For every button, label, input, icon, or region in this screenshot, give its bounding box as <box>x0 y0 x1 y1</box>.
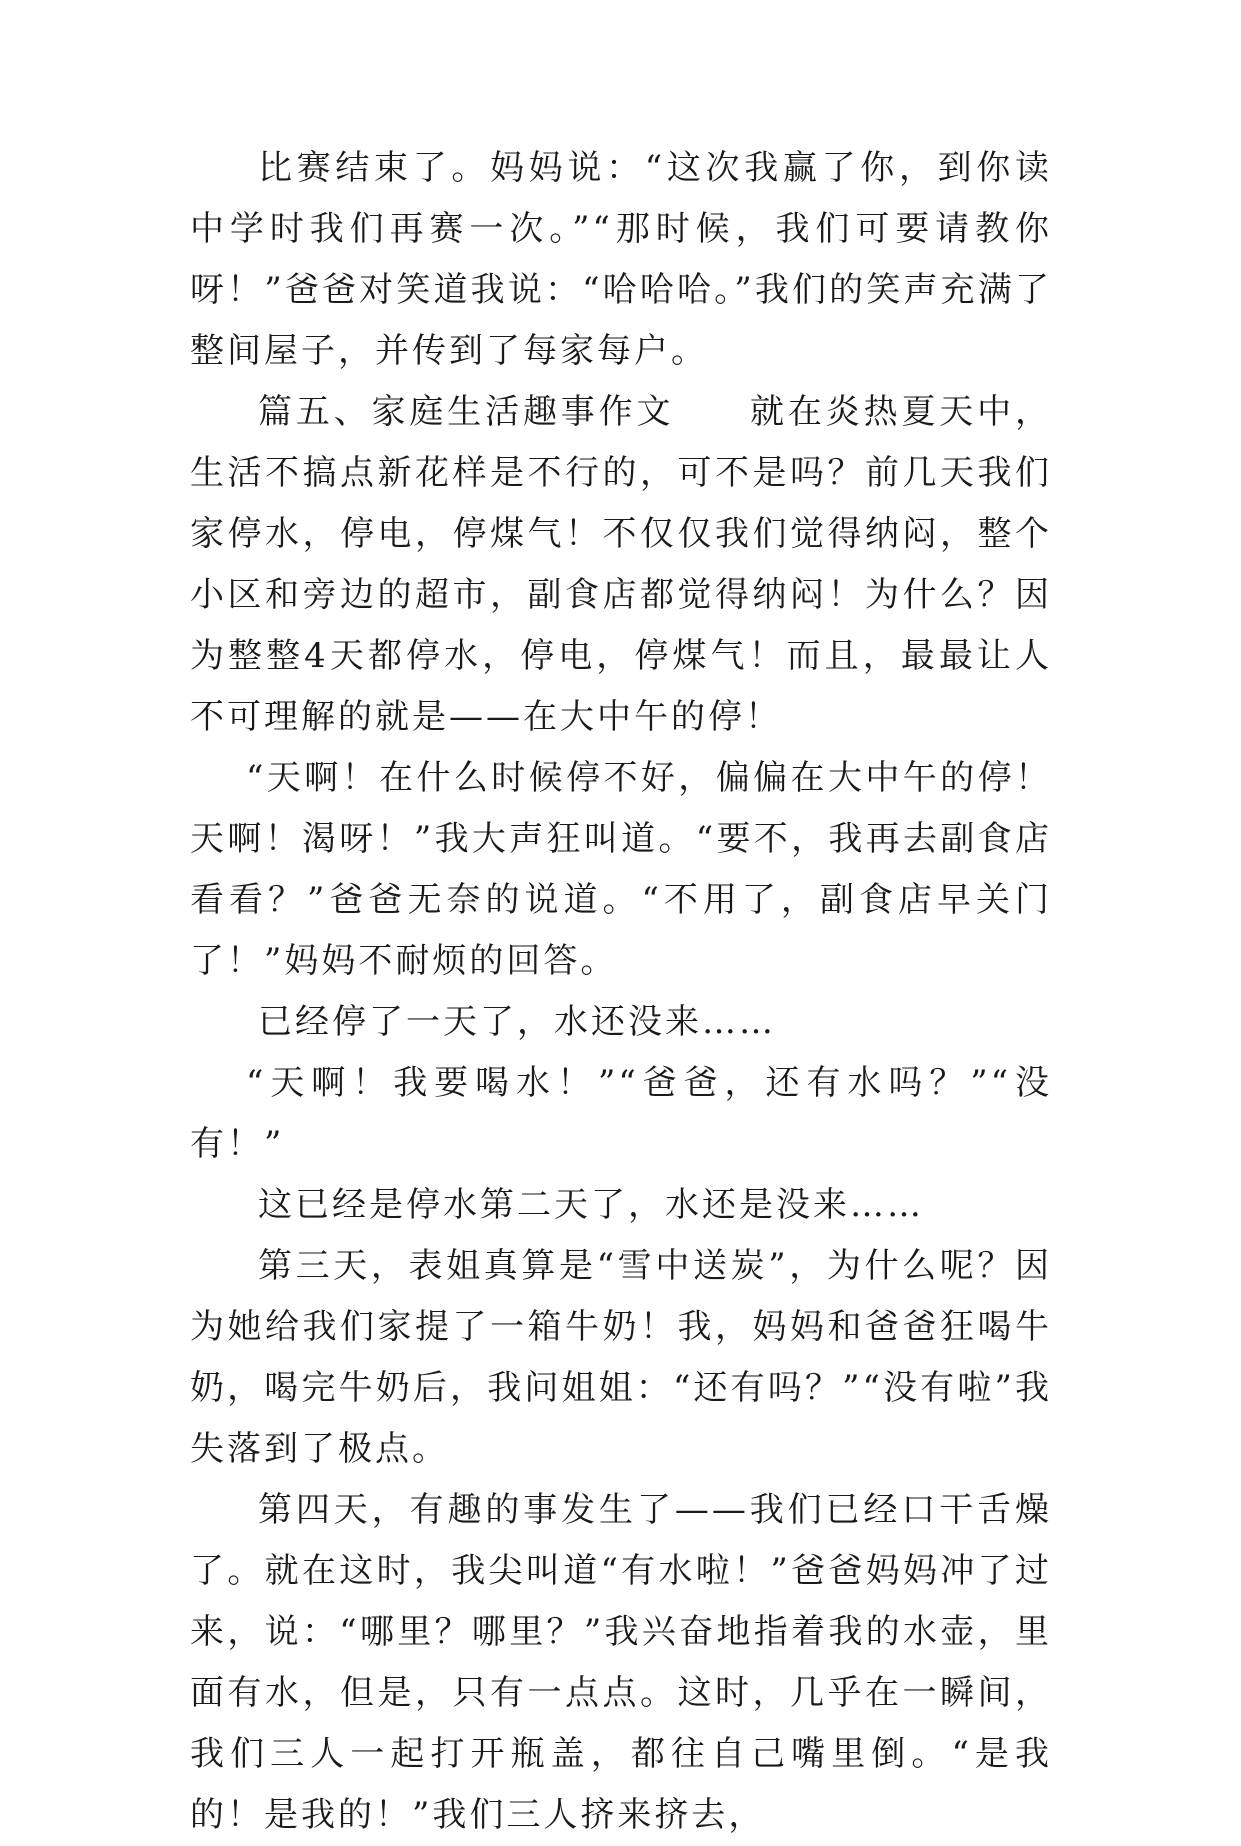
document-body <box>190 138 1052 1846</box>
paragraph-6: 这已经是停水第二天了，水还是没来…… <box>258 1185 924 1225</box>
paragraph-5: “天啊！我要喝水！”“爸爸，还有水吗？”“没有！” <box>190 1063 1052 1164</box>
paragraph-8: 第四天，有趣的事发生了——我们已经口干舌燥了。就在这时，我尖叫道“有水啦！”爸爸妈妈冲了过来，说：“哪里？哪里？”我兴奋地指着我的水壶，里面有水，但是，只有一点点。这时，几乎在一瞬间，我们三人一起打开瓶盖，都往自己嘴里倒。“是我的！是我的！”我们三人挤来挤去， <box>190 1490 1052 1835</box>
paragraph-4: 已经停了一天了，水还没来…… <box>258 1002 776 1042</box>
paragraph-3: “天啊！在什么时候停不好，偏偏在大中午的停！天啊！渴呀！”我大声狂叫道。“要不，我再去副食店看看？”爸爸无奈的说道。“不用了，副食店早关门了！”妈妈不耐烦的回答。 <box>190 758 1052 981</box>
paragraph-7: 第三天，表姐真算是“雪中送炭”，为什么呢？因为她给我们家提了一箱牛奶！我，妈妈和爸爸狂喝牛奶，喝完牛奶后，我问姐姐：“还有吗？”“没有啦”我失落到了极点。 <box>190 1246 1052 1469</box>
paragraph-2: 篇五、家庭生活趣事作文 就在炎热夏天中，生活不搞点新花样是不行的，可不是吗？前几天我们家停水，停电，停煤气！不仅仅我们觉得纳闷，整个小区和旁边的超市，副食店都觉得纳闷！为什么？因为整整4天都停水，停电，停煤气！而且，最最让人不可理解的就是——在大中午的停！ <box>190 392 1052 737</box>
paragraph-1: 比赛结束了。妈妈说：“这次我赢了你，到你读中学时我们再赛一次。”“那时候，我们可要请教你呀！”爸爸对笑道我说：“哈哈哈。”我们的笑声充满了整间屋子，并传到了每家每户。 <box>190 148 1052 371</box>
